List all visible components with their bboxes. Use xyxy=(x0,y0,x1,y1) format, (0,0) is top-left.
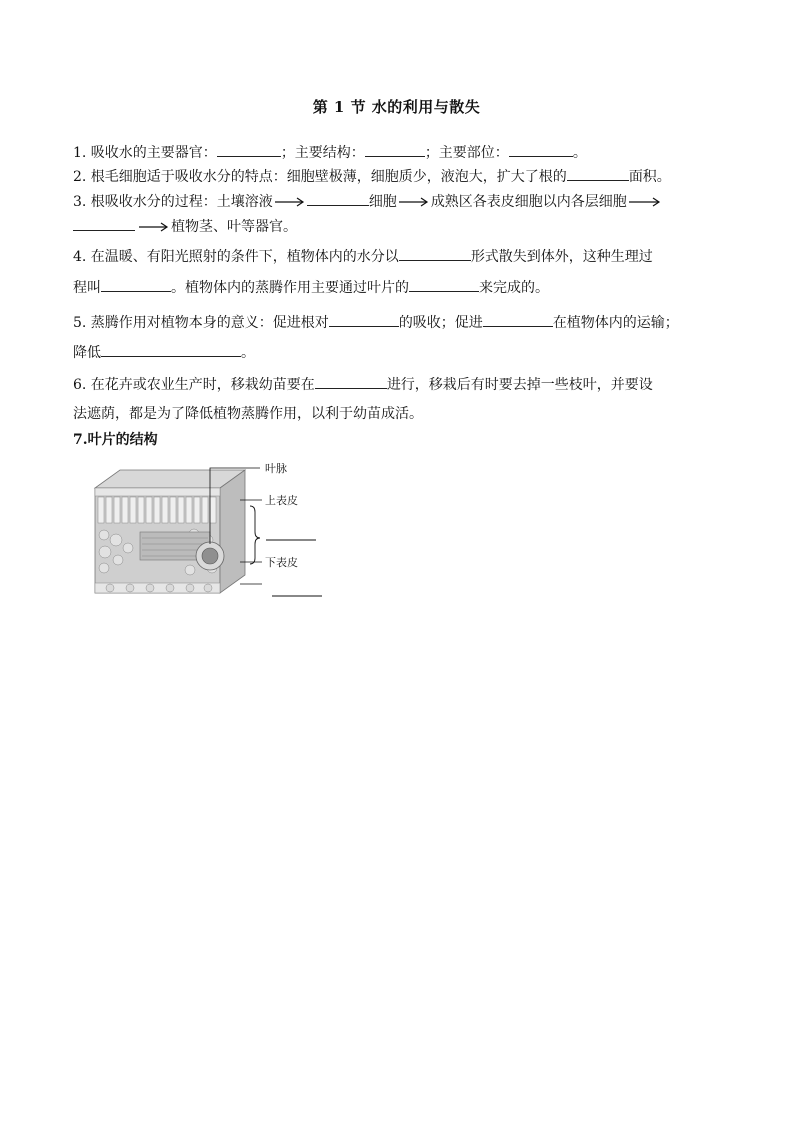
q2-text: 2. 根毛细胞适于吸收水分的特点：细胞壁极薄，细胞质少，液泡大，扩大了根的 xyxy=(73,169,567,185)
q5-blank-1[interactable] xyxy=(329,312,399,327)
q4-text: 4. 在温暖、有阳光照射的条件下，植物体内的水分以 xyxy=(73,249,399,265)
q4-blank-process[interactable] xyxy=(101,277,171,292)
q2-blank[interactable] xyxy=(567,166,629,181)
arrow-icon xyxy=(137,222,169,232)
q5-blank-2[interactable] xyxy=(483,312,553,327)
label-vein: 叶脉 xyxy=(265,462,287,475)
leaf-structure-diagram xyxy=(90,460,340,605)
q3-text: 3. 根吸收水分的过程：土壤溶液 xyxy=(73,194,273,210)
q1-text: ；主要部位： xyxy=(424,145,509,161)
question-6 xyxy=(73,374,653,395)
q3-text: 植物茎、叶等器官。 xyxy=(171,219,297,235)
vein-core xyxy=(202,548,218,564)
q1-text: ；主要结构： xyxy=(280,145,365,161)
q4-text: 形式散失到体外，这种生理过 xyxy=(470,249,653,265)
label-lower-epidermis: 下表皮 xyxy=(265,556,298,569)
arrow-icon xyxy=(275,197,305,207)
q5-blank-3[interactable] xyxy=(101,342,241,357)
question-3 xyxy=(73,191,663,212)
q1-blank-structure[interactable] xyxy=(365,142,425,157)
question-1 xyxy=(73,142,587,163)
q3-blank-1[interactable] xyxy=(307,191,369,206)
mesophyll-brace xyxy=(250,506,260,564)
question-4-cont xyxy=(73,277,549,298)
question-6-cont xyxy=(73,404,423,424)
q6-text: 法遮荫，都是为了降低植物蒸腾作用，以利于幼苗成活。 xyxy=(73,406,423,422)
q5-text: 在植物体内的运输； xyxy=(552,315,679,331)
q4-blank-structure[interactable] xyxy=(409,277,479,292)
page-title: 第 1 节 水的利用与散失 xyxy=(312,98,481,116)
q1-blank-organ[interactable] xyxy=(217,142,281,157)
q4-text: 程叫 xyxy=(73,280,101,296)
arrow-icon xyxy=(399,197,429,207)
q5-text: 5. 蒸腾作用对植物本身的意义：促进根对 xyxy=(73,315,329,331)
q1-blank-part[interactable] xyxy=(509,142,573,157)
q1-text: 1. 吸收水的主要器官： xyxy=(73,145,217,161)
question-7: 7.叶片的结构 xyxy=(73,432,158,448)
q4-blank-form[interactable] xyxy=(399,246,471,261)
question-2 xyxy=(73,166,671,187)
upper-surface xyxy=(95,470,245,488)
question-3-cont xyxy=(73,216,297,237)
q3-text: 成熟区各表皮细胞以内各层细胞 xyxy=(430,194,627,210)
question-5 xyxy=(73,312,679,333)
q6-text: 进行，移栽后有时要去掉一些枝叶，并要设 xyxy=(386,377,653,393)
label-upper-epidermis: 上表皮 xyxy=(265,494,298,507)
q6-blank[interactable] xyxy=(315,374,387,389)
q4-text: 来完成的。 xyxy=(479,280,549,296)
q2-text: 面积。 xyxy=(628,169,671,185)
question-4 xyxy=(73,246,653,267)
q5-text: 降低 xyxy=(73,345,101,361)
q5-text: 。 xyxy=(241,345,255,361)
q5-text: 的吸收；促进 xyxy=(398,315,483,331)
question-5-cont xyxy=(73,342,255,363)
q3-blank-2[interactable] xyxy=(73,216,135,231)
q1-text: 。 xyxy=(572,145,587,161)
q6-text: 6. 在花卉或农业生产时，移栽幼苗要在 xyxy=(73,377,315,393)
q3-text: 细胞 xyxy=(368,194,397,210)
side-face xyxy=(220,470,245,593)
upper-epidermis xyxy=(95,488,220,496)
q4-text: 。植物体内的蒸腾作用主要通过叶片的 xyxy=(171,280,409,296)
palisade-layer xyxy=(98,497,216,523)
arrow-icon xyxy=(629,197,661,207)
